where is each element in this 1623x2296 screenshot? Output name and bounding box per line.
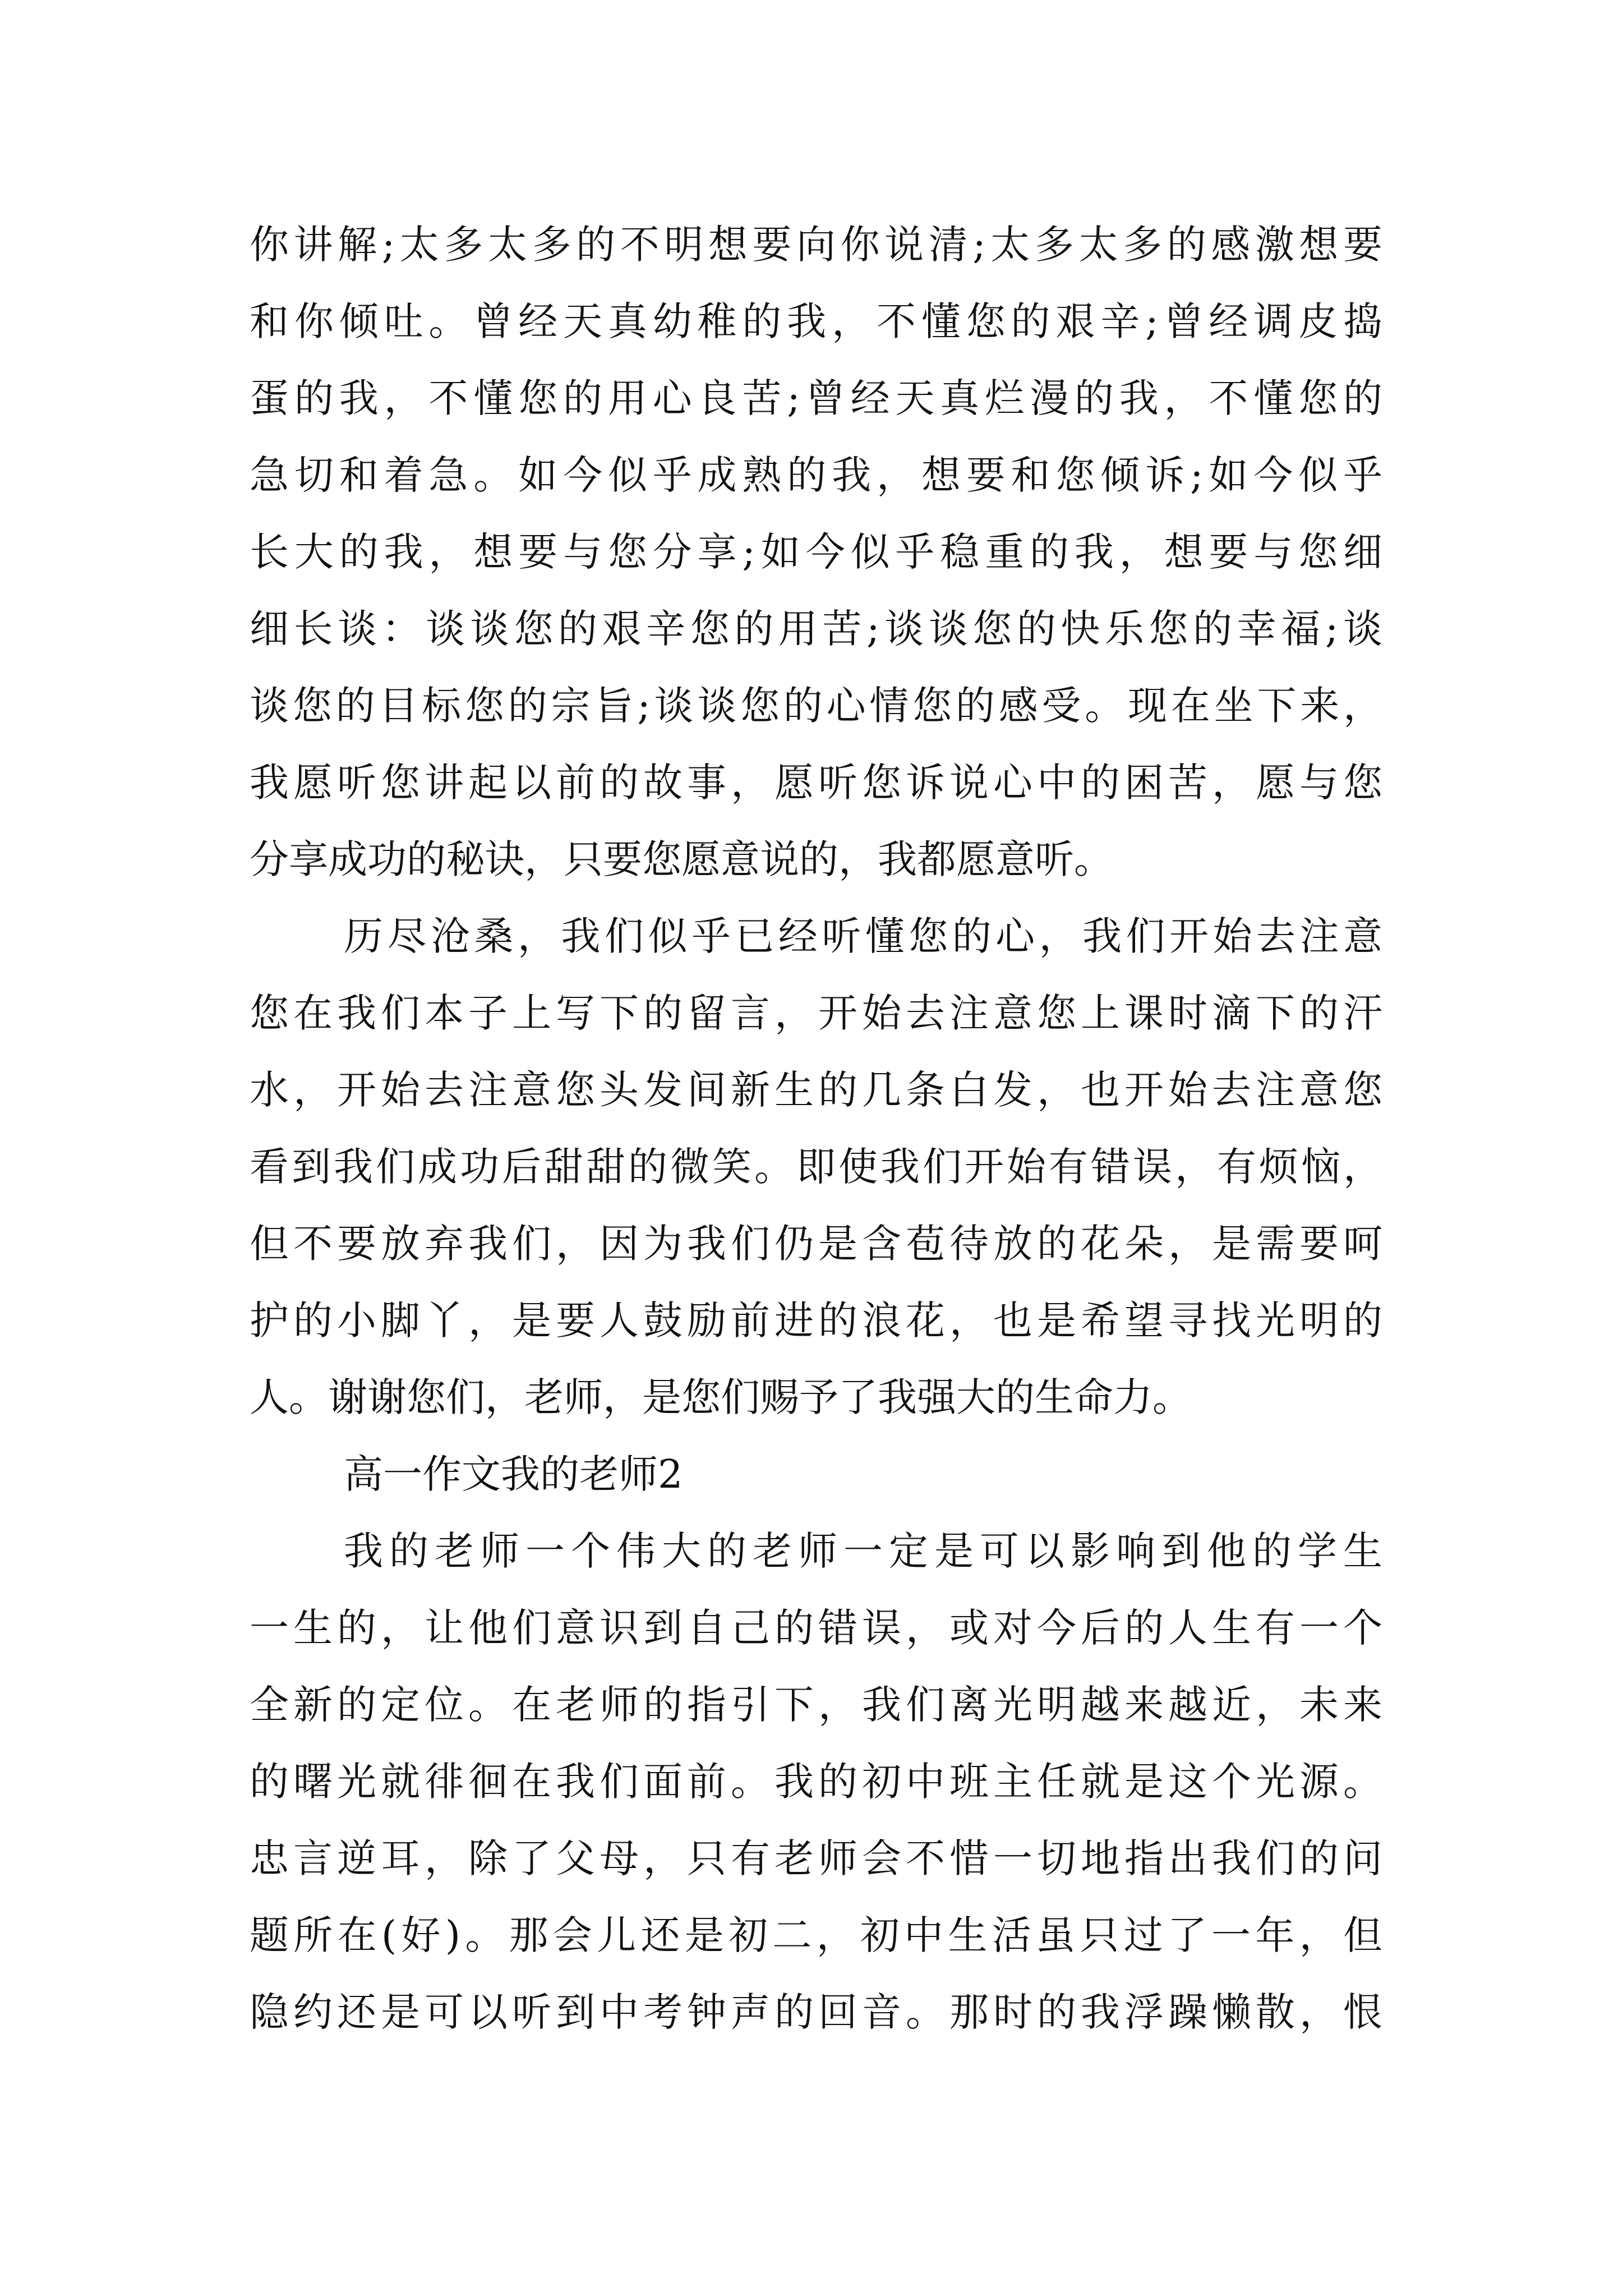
text-line: 看到我们成功后甜甜的微笑。即使我们开始有错误，有烦恼， (250, 1144, 1382, 1190)
text-line: 和你倾吐。曾经天真幼稚的我，不懂您的艰辛;曾经调皮捣 (250, 298, 1382, 344)
text-line: 的曙光就徘徊在我们面前。我的初中班主任就是这个光源。 (250, 1759, 1382, 1805)
text-line: 水，开始去注意您头发间新生的几条白发，也开始去注意您 (250, 1067, 1382, 1113)
text-line: 谈您的目标您的宗旨;谈谈您的心情您的感受。现在坐下来， (250, 683, 1382, 729)
text-line: 分享成功的秘诀，只要您愿意说的，我都愿意听。 (250, 836, 1113, 882)
text-line: 隐约还是可以听到中考钟声的回音。那时的我浮躁懒散，恨 (250, 1989, 1382, 2035)
text-line: 但不要放弃我们，因为我们仍是含苞待放的花朵，是需要呵 (250, 1221, 1382, 1267)
text-line: 我愿听您讲起以前的故事，愿听您诉说心中的困苦，愿与您 (250, 760, 1382, 806)
paragraph-first-line: 我的老师一个伟大的老师一定是可以影响到他的学生 (344, 1528, 1382, 1574)
text-line: 长大的我，想要与您分享;如今似乎稳重的我，想要与您细 (250, 529, 1382, 575)
text-line: 护的小脚丫，是要人鼓励前进的浪花，也是希望寻找光明的 (250, 1297, 1382, 1343)
text-line: 急切和着急。如今似乎成熟的我，想要和您倾诉;如今似乎 (250, 452, 1382, 498)
text-line: 全新的定位。在老师的指引下，我们离光明越来越近，未来 (250, 1682, 1382, 1728)
section-heading: 高一作文我的老师2 (344, 1451, 683, 1497)
text-line: 您在我们本子上写下的留言，开始去注意您上课时滴下的汗 (250, 990, 1382, 1036)
text-line: 忠言逆耳，除了父母，只有老师会不惜一切地指出我们的问 (250, 1835, 1382, 1881)
text-line: 蛋的我，不懂您的用心良苦;曾经天真烂漫的我，不懂您的 (250, 375, 1382, 421)
paragraph-first-line: 历尽沧桑，我们似乎已经听懂您的心，我们开始去注意 (344, 913, 1382, 959)
text-line: 细长谈：谈谈您的艰辛您的用苦;谈谈您的快乐您的幸福;谈 (250, 606, 1382, 652)
text-line: 一生的，让他们意识到自己的错误，或对今后的人生有一个 (250, 1605, 1382, 1651)
text-line: 人。谢谢您们，老师，是您们赐予了我强大的生命力。 (250, 1374, 1192, 1420)
text-line: 你讲解;太多太多的不明想要向你说清;太多太多的感激想要 (250, 222, 1382, 268)
text-line: 题所在(好)。那会儿还是初二，初中生活虽只过了一年，但 (250, 1912, 1382, 1958)
